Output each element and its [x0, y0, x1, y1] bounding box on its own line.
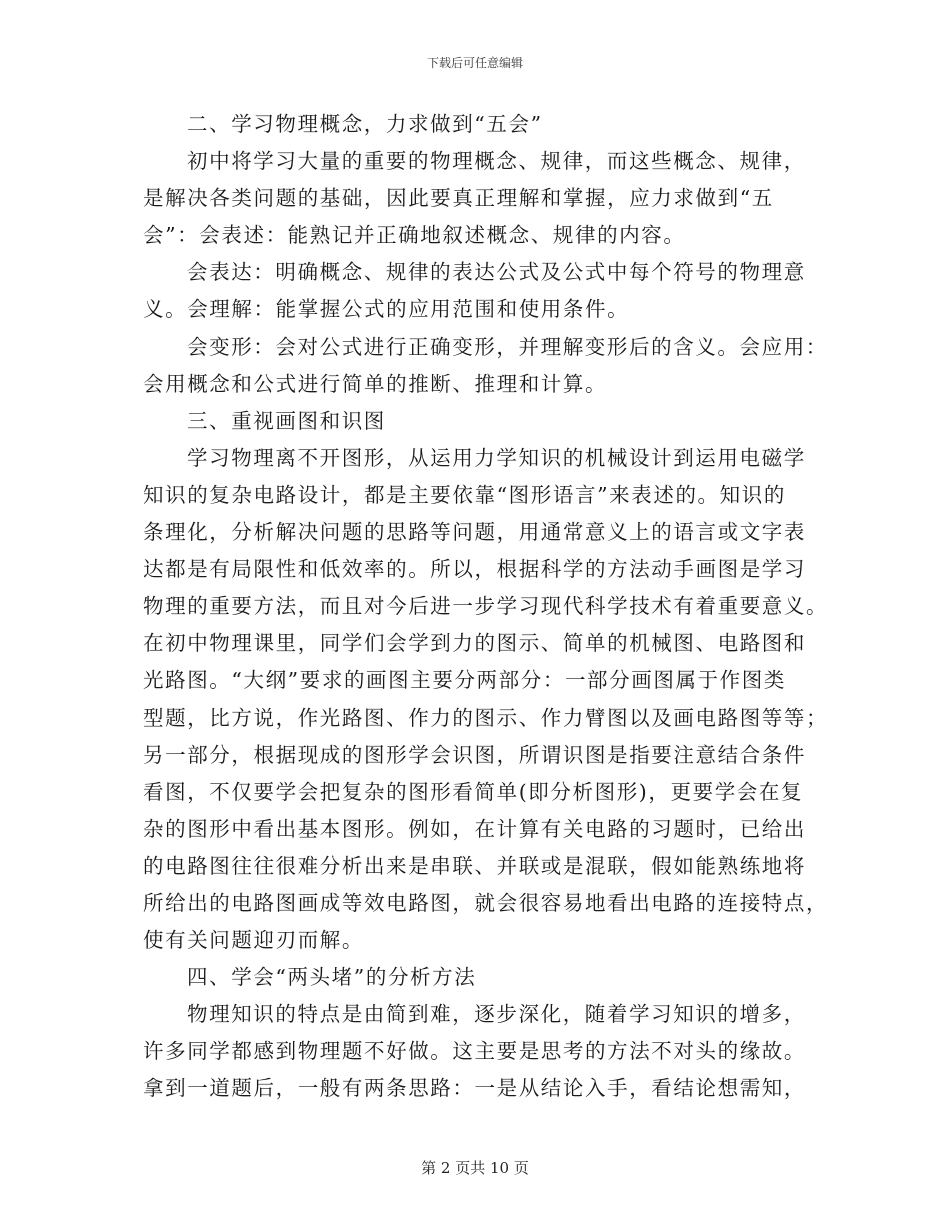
paragraph-line: 会变形：会对公式进行正确变形，并理解变形后的含义。会应用： [187, 334, 828, 359]
paragraph-line: 杂的图形中看出基本图形。例如，在计算有关电路的习题时，已给出 [143, 816, 806, 841]
paragraph-line: 会用概念和公式进行简单的推断、推理和计算。 [143, 371, 608, 396]
paragraph-line: 许多同学都感到物理题不好做。这主要是思考的方法不对头的缘故。 [143, 1039, 806, 1064]
paragraph-line: 条理化，分析解决问题的思路等问题，用通常意义上的语言或文字表 [143, 520, 806, 545]
paragraph-line: 是解决各类问题的基础，因此要真正理解和掌握，应力求做到“五 [143, 186, 774, 211]
paragraph-line: 型题，比方说，作光路图、作力的图示、作力臂图以及画电路图等等； [143, 705, 829, 730]
paragraph-line: 在初中物理课里，同学们会学到力的图示、简单的机械图、电路图和 [143, 631, 806, 656]
paragraph-line: 达都是有局限性和低效率的。所以，根据科学的方法动手画图是学习 [143, 557, 806, 582]
paragraph-line: 会”：会表述：能熟记并正确地叙述概念、规律的内容。 [143, 223, 686, 248]
paragraph-line: 学习物理离不开图形，从运用力学知识的机械设计到运用电磁学 [187, 445, 806, 470]
paragraph-line: 拿到一道题后，一般有两条思路：一是从结论入手，看结论想需知， [143, 1076, 806, 1101]
paragraph-line: 物理知识的特点是由简到难，逐步深化，随着学习知识的增多， [187, 1002, 806, 1027]
paragraph-line: 光路图。“大纲”要求的画图主要分两部分：一部分画图属于作图类 [143, 668, 786, 693]
document-body [143, 106, 829, 1108]
paragraph-line: 会表达：明确概念、规律的表达公式及公式中每个符号的物理意 [187, 260, 806, 285]
paragraph-line: 使有关问题迎刃而解。 [143, 928, 364, 953]
section-heading: 三、重视画图和识图 [187, 408, 386, 433]
section-heading: 四、学会“两头堵”的分析方法 [187, 965, 477, 990]
paragraph-line: 初中将学习大量的重要的物理概念、规律，而这些概念、规律， [187, 149, 806, 174]
paragraph-line: 义。会理解：能掌握公式的应用范围和使用条件。 [143, 297, 630, 322]
section-heading: 二、学习物理概念，力求做到“五会” [187, 112, 543, 136]
paragraph-line: 的电路图往往很难分析出来是串联、并联或是混联，假如能熟练地将 [143, 853, 806, 878]
paragraph-line: 物理的重要方法，而且对今后进一步学习现代科学技术有着重要意义。 [143, 594, 829, 619]
paragraph-line: 知识的复杂电路设计，都是主要依靠“图形语言”来表述的。知识的 [143, 482, 786, 507]
paragraph-line: 所给出的电路图画成等效电路图，就会很容易地看出电路的连接特点， [143, 890, 829, 915]
page-header-note: 下载后可任意编辑 [426, 56, 523, 70]
paragraph-line: 另一部分，根据现成的图形学会识图，所谓识图是指要注意结合条件 [143, 742, 806, 767]
paragraph-line: 看图，不仅要学会把复杂的图形看简单(即分析图形)，更要学会在复 [143, 779, 804, 804]
page-number-footer: 第 2 页共 10 页 [421, 1159, 529, 1177]
